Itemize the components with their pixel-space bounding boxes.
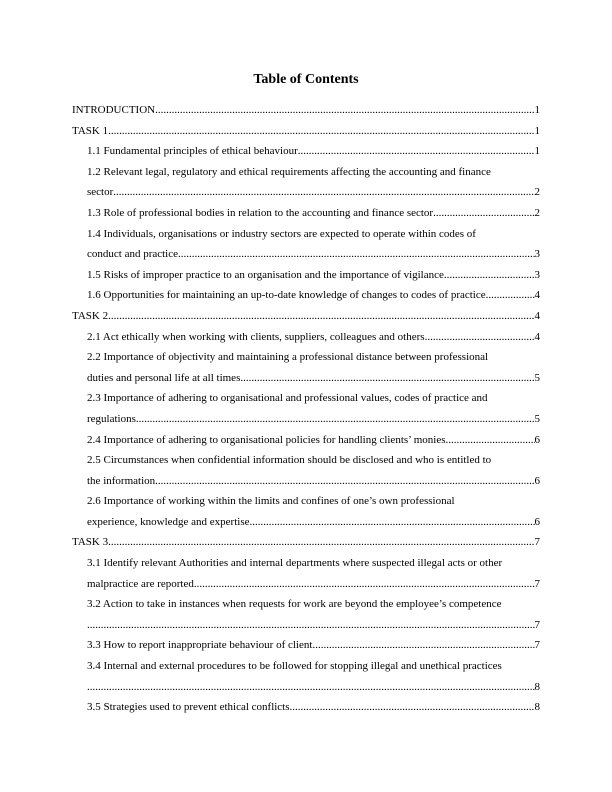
- dot-leader: [155, 100, 534, 121]
- toc-entry-leader-line: [72, 100, 540, 121]
- toc-entry[interactable]: [72, 306, 540, 327]
- toc-entry-leader-line: [87, 182, 540, 203]
- toc-entry[interactable]: [72, 203, 540, 224]
- toc-page-number: 4: [534, 330, 540, 343]
- dot-leader: [312, 635, 534, 656]
- toc-entry[interactable]: [72, 450, 540, 491]
- toc-entry[interactable]: [72, 532, 540, 553]
- toc-entry[interactable]: [72, 430, 540, 451]
- toc-entry-leader-line: [87, 677, 540, 698]
- toc-page-number: 5: [534, 371, 540, 384]
- dot-leader: [113, 182, 534, 203]
- toc-entry-label: 1.6 Opportunities for maintaining an up-to-date knowledge of changes to codes of practice: [87, 289, 486, 302]
- toc-entry[interactable]: [72, 100, 540, 121]
- dot-leader: [249, 512, 534, 533]
- toc-entry-label: TASK 1: [72, 124, 109, 137]
- toc-entry[interactable]: [72, 327, 540, 348]
- dot-leader: [444, 265, 535, 286]
- toc-entry-leader-line: [87, 203, 540, 224]
- toc-entry[interactable]: [72, 635, 540, 656]
- toc-entry-leader-line: [87, 409, 540, 430]
- toc-entry-text: 2.6 Importance of working within the limits and confines of one’s own professional: [87, 495, 455, 508]
- dot-leader: [136, 409, 535, 430]
- toc-entry[interactable]: [72, 388, 540, 429]
- toc-entry-label: duties and personal life at all times: [87, 371, 241, 384]
- toc-entry[interactable]: [72, 656, 540, 697]
- toc-page-number: 8: [534, 680, 540, 693]
- toc-entry[interactable]: [72, 162, 540, 203]
- toc-entry-text: 1.4 Individuals, organisations or industry sectors are expected to operate within codes of: [87, 227, 476, 240]
- toc-entry-label: regulations: [87, 412, 136, 425]
- toc-page-number: 5: [534, 412, 540, 425]
- toc-title: Table of Contents: [253, 72, 359, 87]
- toc-page-number: 7: [534, 536, 540, 549]
- toc-page-number: 7: [534, 618, 540, 631]
- dot-leader: [178, 244, 534, 265]
- toc-entry-label: 1.1 Fundamental principles of ethical behaviour: [87, 145, 298, 158]
- toc-entry-leader-line: [87, 141, 540, 162]
- toc-entry[interactable]: [72, 285, 540, 306]
- toc-entry-label: 3.5 Strategies used to prevent ethical conflicts: [87, 701, 290, 714]
- toc-page-number: 6: [534, 515, 540, 528]
- toc-entry-label: TASK 3: [72, 536, 109, 549]
- toc-entry-leader-line: [87, 574, 540, 595]
- toc-entry-label: 1.5 Risks of improper practice to an organisation and the importance of vigilance: [87, 268, 444, 281]
- table-of-contents: [72, 100, 540, 718]
- toc-entry-label: malpractice are reported: [87, 577, 194, 590]
- toc-entry-text: 2.5 Circumstances when confidential information should be disclosed and who is entitled to: [87, 454, 492, 467]
- toc-page-number: 6: [534, 433, 540, 446]
- toc-entry-leader-line: [87, 430, 540, 451]
- dot-leader: [155, 471, 534, 492]
- toc-entry[interactable]: [72, 594, 540, 635]
- toc-entry-text: 3.2 Action to take in instances when requests for work are beyond the employee’s competence: [87, 598, 502, 611]
- dot-leader: [486, 285, 535, 306]
- dot-leader: [446, 430, 535, 451]
- toc-entry-label: 3.3 How to report inappropriate behaviour of client: [87, 639, 313, 652]
- toc-entry-leader-line: [87, 327, 540, 348]
- dot-leader: [290, 697, 535, 718]
- dot-leader: [298, 141, 535, 162]
- toc-entry-label: the information: [87, 474, 156, 487]
- dot-leader: [240, 368, 534, 389]
- toc-entry[interactable]: [72, 347, 540, 388]
- toc-entry-label: experience, knowledge and expertise: [87, 515, 250, 528]
- toc-entry-leader-line: [87, 265, 540, 286]
- toc-entry[interactable]: [72, 697, 540, 718]
- toc-entry-text: 2.3 Importance of adhering to organisational and professional values, codes of practice and: [87, 392, 488, 405]
- dot-leader: [194, 574, 535, 595]
- toc-entry[interactable]: [72, 265, 540, 286]
- dot-leader: [108, 306, 534, 327]
- toc-page-number: 2: [534, 206, 540, 219]
- toc-page-number: 4: [534, 309, 540, 322]
- toc-entry-leader-line: [87, 285, 540, 306]
- toc-entry-text: 3.1 Identify relevant Authorities and internal departments where suspected illegal acts or other: [87, 557, 503, 570]
- dot-leader: [87, 677, 535, 698]
- toc-page-number: 4: [534, 289, 540, 302]
- toc-entry[interactable]: [72, 553, 540, 594]
- toc-page-number: 3: [534, 268, 540, 281]
- toc-entry-leader-line: [87, 635, 540, 656]
- toc-entry-leader-line: [87, 368, 540, 389]
- toc-entry-label: TASK 2: [72, 309, 109, 322]
- toc-page-number: 1: [534, 124, 540, 137]
- toc-page-number: 6: [534, 474, 540, 487]
- toc-entry-leader-line: [87, 615, 540, 636]
- toc-entry-leader-line: [87, 697, 540, 718]
- toc-entry-label: sector: [87, 186, 114, 199]
- toc-entry-text: 3.4 Internal and external procedures to be followed for stopping illegal and unethical practices: [87, 660, 502, 673]
- toc-entry-text: 2.2 Importance of objectivity and maintaining a professional distance between professional: [87, 351, 489, 364]
- toc-entry[interactable]: [72, 224, 540, 265]
- toc-entry-leader-line: [72, 306, 540, 327]
- toc-page-number: 2: [534, 186, 540, 199]
- toc-page-number: 7: [534, 577, 540, 590]
- dot-leader: [108, 532, 534, 553]
- dot-leader: [433, 203, 534, 224]
- toc-entry-leader-line: [87, 244, 540, 265]
- dot-leader: [425, 327, 535, 348]
- toc-entry[interactable]: [72, 491, 540, 532]
- toc-entry[interactable]: [72, 141, 540, 162]
- dot-leader: [108, 121, 534, 142]
- toc-page-number: 1: [534, 145, 540, 158]
- toc-page-number: 1: [534, 104, 540, 116]
- toc-entry-leader-line: [72, 532, 540, 553]
- toc-entry-label: 1.3 Role of professional bodies in relation to the accounting and finance sector: [87, 206, 434, 219]
- toc-entry[interactable]: [72, 121, 540, 142]
- toc-page-number: 3: [534, 248, 540, 261]
- dot-leader: [87, 615, 535, 636]
- toc-entry-leader-line: [87, 471, 540, 492]
- toc-page-number: 7: [534, 639, 540, 652]
- toc-entry-leader-line: [72, 121, 540, 142]
- toc-entry-label: 2.4 Importance of adhering to organisational policies for handling clients’ monies: [87, 433, 446, 446]
- toc-entry-leader-line: [87, 512, 540, 533]
- toc-entry-text: 1.2 Relevant legal, regulatory and ethical requirements affecting the accounting and finance: [87, 165, 491, 178]
- toc-entry-label: 2.1 Act ethically when working with clients, suppliers, colleagues and others: [87, 330, 425, 343]
- toc-entry-label: conduct and practice: [87, 248, 179, 261]
- toc-page-number: 8: [534, 701, 540, 714]
- toc-entry-label: INTRODUCTION: [72, 104, 156, 116]
